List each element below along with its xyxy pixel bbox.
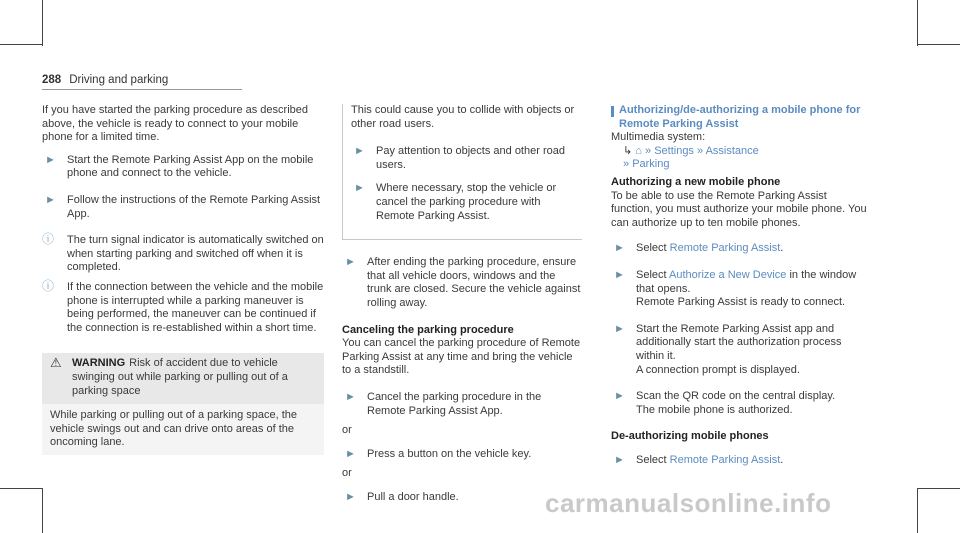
path-assistance: Assistance (705, 144, 759, 157)
arrow-icon: ► (614, 453, 625, 466)
step-item: ► Select Remote Parking Assist. (614, 453, 784, 466)
crop-mark (917, 488, 918, 533)
watermark: carmanualsonline.info (545, 488, 832, 518)
crop-mark (918, 44, 960, 45)
column-1 (42, 104, 324, 455)
step-item: ► Start the Remote Parking Assist app and additionally start the authorization process within it. A connection prompt is displayed. (614, 322, 842, 376)
crop-mark (42, 488, 43, 533)
warning-label: WARNING (72, 357, 126, 370)
arrow-icon: ► (45, 193, 56, 206)
step-item: ► Where necessary, stop the vehicle or cancel the parking procedure with Remote Parking Assist. (354, 182, 557, 222)
ui-label: Authorize a New Device (669, 268, 787, 281)
arrow-icon: ► (354, 182, 365, 195)
menu-path-2 (623, 158, 871, 172)
menu-path (623, 145, 871, 159)
section-title: Driving and parking (69, 74, 169, 86)
warning-icon: ⚠ (50, 355, 62, 371)
column-2: This could cause you to collide with objects or other road users. ► Pay attention to objects and other road users. ► Where necessary, stop the vehicle or cancel the parking procedure with Remote Parking Assist. ► After ending the parking procedure, ensure that all vehicle doors, windows and the trunk are closed. Secure the vehicle against rolling away. Canceling the parking procedure You can cancel the parking procedure of Remote Parking Assist at any time and bring the vehicle to a standstill. ► Cancel the parking procedure in the Remote Parking Assist App. or ► Press a button on the vehicle key. or ► Pull a door handle. (342, 104, 581, 503)
page-number: 288 (42, 74, 62, 86)
step-item: ► Scan the QR code on the central display. The mobile phone is authorized. (614, 390, 836, 416)
column-3: Authorizing/de-authorizing a mobile phone for Remote Parking Assist Multimedia system: ↳ ⌂ » Settings » Assistance » Parking Authorizing a new mobile phone To be able to use the Remote Parking Assist function, you must authorize your mobile phone. You can authorize up to ten mobile phones. ► Select Remote Parking Assist. ► Select Authorize a New Device in the window that opens. Remote Parking Assist is ready to connect. ► Start the Remote Parking Assist app and additionally start the authorization process within it. A connection prompt is displayed. ► Scan the QR code on the central display. The mobile phone is authorized. De-authorizing mobile phones ► Select Remote Parking Assist. (611, 104, 871, 480)
crop-mark (0, 488, 42, 489)
arrow-icon: ► (614, 322, 625, 335)
subheading: Canceling the parking procedure (342, 323, 514, 336)
step-item: ► Pay attention to objects and other road users. (354, 145, 565, 171)
step-item: ► Start the Remote Parking Assist App on the mobile phone and connect to the vehicle. (45, 153, 314, 180)
arrow-icon: ► (345, 390, 356, 403)
chevron-icon: » (645, 144, 652, 157)
warning-box (42, 353, 324, 455)
arrow-icon: ► (345, 447, 356, 460)
header-rule (42, 89, 242, 90)
path-parking: Parking (632, 158, 670, 171)
arrow-icon: ► (354, 145, 365, 158)
subheading: Authorizing a new mobile phone (611, 175, 781, 188)
crop-mark (918, 488, 960, 489)
arrow-icon: ► (45, 153, 56, 166)
arrow-icon: ► (614, 268, 625, 281)
home-icon: ⌂ (635, 144, 642, 157)
step-item: ► Cancel the parking procedure in the Remote Parking Assist App. (345, 390, 542, 417)
step-item: ► Press a button on the vehicle key. (345, 447, 532, 460)
ui-label: Remote Parking Assist (669, 453, 781, 466)
step-item: ► Select Remote Parking Assist. (614, 242, 784, 255)
page-header (42, 74, 168, 88)
warning-continuation: This could cause you to collide with objects or other road users. ► Pay attention to objects and other road users. ► Where necessary, stop the vehicle or cancel the parking procedure with Remote Parking Assist. (342, 104, 582, 240)
warning-header: ⚠ WARNING Risk of accident due to vehicle swinging out while parking or pulling out of a parking space (50, 355, 288, 397)
step-item: ► Follow the instructions of the Remote Parking Assist App. (45, 193, 321, 220)
heading-bar (611, 106, 614, 117)
step-item: ► Select Authorize a New Device in the window that opens. Remote Parking Assist is ready to connect. (614, 268, 857, 309)
info-icon: ⓘ (42, 278, 55, 293)
intro-text: If you have started the parking procedure as described above, the vehicle is ready to connect to your mobile phone for a limited time. (42, 104, 308, 144)
step-item: ► Pull a door handle. (345, 490, 459, 503)
crop-mark (0, 44, 42, 45)
path-arrow-icon: ↳ (623, 144, 633, 157)
arrow-icon: ► (614, 390, 625, 403)
info-icon: ⓘ (42, 232, 55, 247)
warning-body: While parking or pulling out of a parking space, the vehicle swings out and can drive onto areas of the oncoming lane. (42, 404, 324, 455)
chevron-icon: » (623, 158, 630, 171)
ui-label: Remote Parking Assist (669, 242, 781, 255)
section-heading: Authorizing/de-authorizing a mobile phone for Remote Parking Assist (611, 104, 871, 131)
arrow-icon: ► (345, 490, 356, 503)
step-item: ► After ending the parking procedure, ensure that all vehicle doors, windows and the trunk are closed. Secure the vehicle against rolling away. (345, 256, 581, 309)
arrow-icon: ► (614, 242, 625, 255)
note-item: ⓘ The turn signal indicator is automatically switched on when starting parking and switched off when it is completed. (42, 232, 324, 274)
subheading: De-authorizing mobile phones (611, 430, 769, 443)
chevron-icon: » (697, 144, 704, 157)
arrow-icon: ► (345, 256, 356, 269)
crop-mark (917, 0, 918, 46)
crop-mark (42, 0, 43, 46)
path-settings: Settings (654, 144, 694, 157)
note-item: ⓘ If the connection between the vehicle and the mobile phone is interrupted while a parking maneuver is being performed, the maneuver can be continued if the connection is re-established within a short time. (42, 278, 324, 334)
